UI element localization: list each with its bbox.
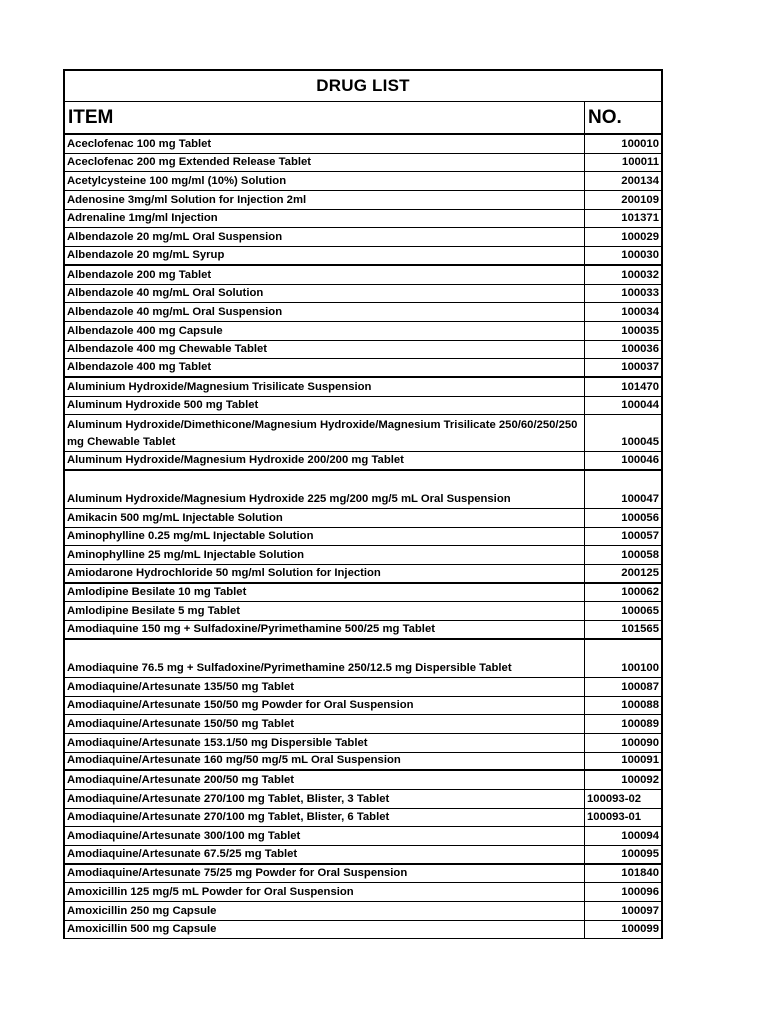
cell-no: 100094 xyxy=(621,830,659,842)
cell-item: Amlodipine Besilate 5 mg Tablet xyxy=(65,602,585,620)
cell-no: 100047 xyxy=(621,493,659,505)
cell-item: Aluminum Hydroxide/Magnesium Hydroxide 225 mg/200 mg/5 mL Oral Suspension xyxy=(65,471,585,508)
table-row xyxy=(65,921,661,940)
cell-item: Adrenaline 1mg/ml Injection xyxy=(65,210,585,228)
cell-item: Amoxicillin 500 mg Capsule xyxy=(65,921,585,939)
cell-no: 100099 xyxy=(621,923,659,936)
table-row xyxy=(65,678,661,697)
cell-no: 100010 xyxy=(621,137,659,150)
cell-item: Adenosine 3mg/ml Solution for Injection 2ml xyxy=(65,191,585,209)
table-body xyxy=(65,135,661,939)
cell-no: 101470 xyxy=(621,380,659,393)
cell-no: 100090 xyxy=(621,736,659,749)
cell-item: Albendazole 400 mg Tablet xyxy=(65,359,585,376)
cell-item: Amodiaquine/Artesunate 300/100 mg Tablet xyxy=(65,827,585,845)
table-row xyxy=(65,865,661,884)
cell-no: 100091 xyxy=(621,754,659,767)
cell-item: Amodiaquine/Artesunate 270/100 mg Tablet, Blister, 6 Tablet xyxy=(65,809,585,827)
cell-no: 100044 xyxy=(621,399,659,412)
cell-item: Aluminum Hydroxide/Dimethicone/Magnesium Hydroxide/Magnesium Trisilicate 250/60/250/250 mg Chewable Tablet xyxy=(65,415,585,451)
cell-no: 100029 xyxy=(621,231,659,244)
cell-no: 100057 xyxy=(621,530,659,543)
cell-no: 200134 xyxy=(621,175,659,188)
table-row xyxy=(65,303,661,322)
table-row xyxy=(65,734,661,753)
cell-item: Aluminum Hydroxide 500 mg Tablet xyxy=(65,397,585,415)
table-row xyxy=(65,602,661,621)
table-title: DRUG LIST xyxy=(65,71,661,102)
cell-item: Amodiaquine/Artesunate 135/50 mg Tablet xyxy=(65,678,585,696)
cell-item: Amodiaquine/Artesunate 75/25 mg Powder for Oral Suspension xyxy=(65,865,585,883)
table-row xyxy=(65,565,661,584)
cell-item: Amodiaquine/Artesunate 160 mg/50 mg/5 mL Oral Suspension xyxy=(65,753,585,770)
cell-no: 100095 xyxy=(621,847,659,860)
cell-item: Amikacin 500 mg/mL Injectable Solution xyxy=(65,509,585,527)
cell-no: 100034 xyxy=(621,305,659,318)
cell-item: Amodiaquine/Artesunate 200/50 mg Tablet xyxy=(65,771,585,789)
table-row xyxy=(65,378,661,397)
table-row xyxy=(65,697,661,716)
table-row xyxy=(65,359,661,378)
table-row xyxy=(65,771,661,790)
cell-no: 100087 xyxy=(621,680,659,693)
cell-item: Aceclofenac 200 mg Extended Release Tablet xyxy=(65,154,585,172)
table-row xyxy=(65,452,661,471)
cell-item: Albendazole 40 mg/mL Oral Suspension xyxy=(65,303,585,321)
table-row xyxy=(65,172,661,191)
cell-item: Aluminum Hydroxide/Magnesium Hydroxide 200/200 mg Tablet xyxy=(65,452,585,469)
cell-item: Aceclofenac 100 mg Tablet xyxy=(65,135,585,153)
cell-item: Albendazole 20 mg/mL Oral Suspension xyxy=(65,228,585,246)
cell-item: Amoxicillin 250 mg Capsule xyxy=(65,902,585,920)
cell-item: Acetylcysteine 100 mg/ml (10%) Solution xyxy=(65,172,585,190)
cell-item: Albendazole 200 mg Tablet xyxy=(65,266,585,284)
table-row xyxy=(65,341,661,360)
cell-no: 101371 xyxy=(621,212,659,225)
column-header-no: NO. xyxy=(588,107,622,128)
cell-no: 100037 xyxy=(621,360,659,373)
table-row xyxy=(65,883,661,902)
table-row xyxy=(65,846,661,865)
cell-item: Aminophylline 25 mg/mL Injectable Solution xyxy=(65,546,585,564)
table-row xyxy=(65,266,661,285)
table-row xyxy=(65,154,661,173)
table-row xyxy=(65,509,661,528)
cell-no: 200109 xyxy=(621,193,659,206)
table-row xyxy=(65,621,661,640)
table-row xyxy=(65,228,661,247)
cell-item: Amodiaquine/Artesunate 67.5/25 mg Tablet xyxy=(65,846,585,863)
cell-no: 100033 xyxy=(621,287,659,300)
table-row xyxy=(65,715,661,734)
table-row xyxy=(65,753,661,772)
cell-no: 100093-01 xyxy=(587,811,642,824)
drug-list-table xyxy=(63,69,663,939)
cell-no: 100093-02 xyxy=(587,792,642,805)
table-row xyxy=(65,415,661,452)
table-row xyxy=(65,827,661,846)
cell-no: 100036 xyxy=(621,343,659,356)
column-header-item: ITEM xyxy=(65,102,585,133)
cell-item: Albendazole 40 mg/mL Oral Solution xyxy=(65,285,585,303)
cell-no: 100089 xyxy=(621,717,659,730)
cell-item: Albendazole 20 mg/mL Syrup xyxy=(65,247,585,264)
cell-no: 101565 xyxy=(621,622,659,635)
table-row xyxy=(65,902,661,921)
cell-no: 100088 xyxy=(621,699,659,712)
cell-no: 100092 xyxy=(621,773,659,786)
cell-item: Amodiaquine/Artesunate 270/100 mg Tablet, Blister, 3 Tablet xyxy=(65,790,585,808)
cell-no: 100035 xyxy=(621,324,659,337)
table-row xyxy=(65,322,661,341)
table-row xyxy=(65,640,661,678)
cell-item: Amlodipine Besilate 10 mg Tablet xyxy=(65,584,585,602)
table-row xyxy=(65,397,661,416)
cell-no: 100100 xyxy=(621,661,659,674)
table-row xyxy=(65,135,661,154)
table-row xyxy=(65,790,661,809)
cell-no: 100032 xyxy=(621,268,659,281)
table-row xyxy=(65,247,661,266)
cell-item: Amoxicillin 125 mg/5 mL Powder for Oral Suspension xyxy=(65,883,585,901)
table-header xyxy=(65,102,661,135)
cell-item: Amodiaquine 150 mg + Sulfadoxine/Pyrimethamine 500/25 mg Tablet xyxy=(65,621,585,638)
cell-no: 100030 xyxy=(621,248,659,261)
cell-item: Albendazole 400 mg Capsule xyxy=(65,322,585,340)
cell-no: 100062 xyxy=(621,586,659,599)
cell-no: 100056 xyxy=(621,511,659,524)
cell-item: Albendazole 400 mg Chewable Tablet xyxy=(65,341,585,359)
cell-no: 100046 xyxy=(621,454,659,466)
cell-item: Amodiaquine/Artesunate 150/50 mg Tablet xyxy=(65,715,585,733)
cell-item: Amiodarone Hydrochloride 50 mg/ml Solution for Injection xyxy=(65,565,585,582)
cell-no: 200125 xyxy=(621,566,659,579)
cell-no: 100011 xyxy=(621,156,659,169)
cell-item: Amodiaquine 76.5 mg + Sulfadoxine/Pyrimethamine 250/12.5 mg Dispersible Tablet xyxy=(65,640,585,677)
table-row xyxy=(65,584,661,603)
cell-no: 100096 xyxy=(621,886,659,899)
table-row xyxy=(65,546,661,565)
table-row xyxy=(65,809,661,828)
cell-no: 100058 xyxy=(621,549,659,562)
cell-item: Aminophylline 0.25 mg/mL Injectable Solution xyxy=(65,528,585,546)
cell-item: Amodiaquine/Artesunate 150/50 mg Powder for Oral Suspension xyxy=(65,697,585,715)
table-row xyxy=(65,191,661,210)
cell-no: 100065 xyxy=(621,605,659,618)
cell-no: 100097 xyxy=(621,904,659,917)
table-row xyxy=(65,285,661,304)
cell-item: Aluminium Hydroxide/Magnesium Trisilicate Suspension xyxy=(65,378,585,396)
cell-no: 101840 xyxy=(621,867,659,880)
cell-no: 100045 xyxy=(621,436,659,449)
cell-item: Amodiaquine/Artesunate 153.1/50 mg Dispersible Tablet xyxy=(65,734,585,752)
table-row xyxy=(65,210,661,229)
table-row xyxy=(65,471,661,509)
table-row xyxy=(65,528,661,547)
